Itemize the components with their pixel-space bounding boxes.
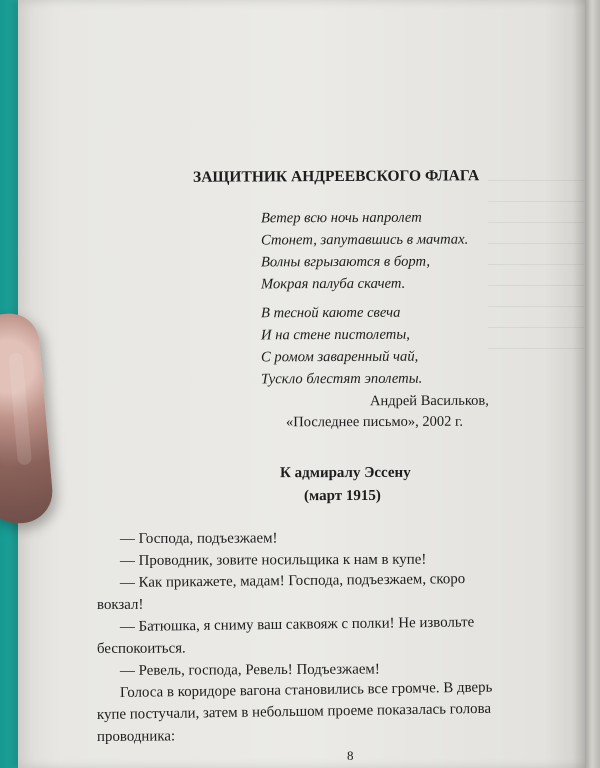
page-number: 8 (347, 748, 354, 763)
poem-author: Андрей Васильков, (369, 392, 489, 410)
body-line: — Как прикажете, мадам! Господа, подъезжаем, скоро (119, 571, 466, 591)
chapter-title: К адмиралу Эссену (279, 464, 411, 482)
poem-line: И на стене пистолеты, (260, 326, 410, 344)
poem-line: В тесной каюте свеча (260, 304, 401, 322)
poem-line: Ветер всю ночь напролет (260, 209, 422, 227)
body-line: — Проводник, зовите носильщика к нам в купе! (119, 551, 427, 569)
poem-line: Волны вгрызаются в борт, (260, 253, 431, 271)
body-line: — Ревель, господа, Ревель! Подъезжаем! (119, 661, 380, 679)
poem-source: «Последнее письмо», 2002 г. (285, 413, 463, 431)
body-line: беспокоиться. (96, 640, 186, 657)
book-page (18, 0, 590, 768)
body-line: — Батюшка, я сниму ваш саквояж с полки! Не извольте (119, 614, 475, 635)
poem-line: С ромом заваренный чай, (260, 348, 419, 366)
body-line: вокзал! (96, 596, 144, 613)
adjacent-page-edge (585, 0, 600, 768)
body-line: купе постучали, затем в небольшом проеме показалась голова (96, 700, 492, 723)
body-line: проводника: (96, 728, 176, 745)
chapter-date: (март 1915) (303, 487, 381, 505)
show-through-text (488, 170, 584, 360)
body-line: — Господа, подъезжаем! (119, 530, 278, 547)
body-line: Голоса в коридоре вагона становились все громче. В дверь (119, 679, 493, 701)
page-title: ЗАЩИТНИК АНДРЕЕВСКОГО ФЛАГА (192, 167, 480, 186)
poem-line: Мокрая палуба скачет. (260, 275, 406, 293)
poem-line: Тускло блестят эполеты. (260, 370, 423, 388)
poem-line: Стонет, запутавшись в мачтах. (260, 231, 469, 249)
